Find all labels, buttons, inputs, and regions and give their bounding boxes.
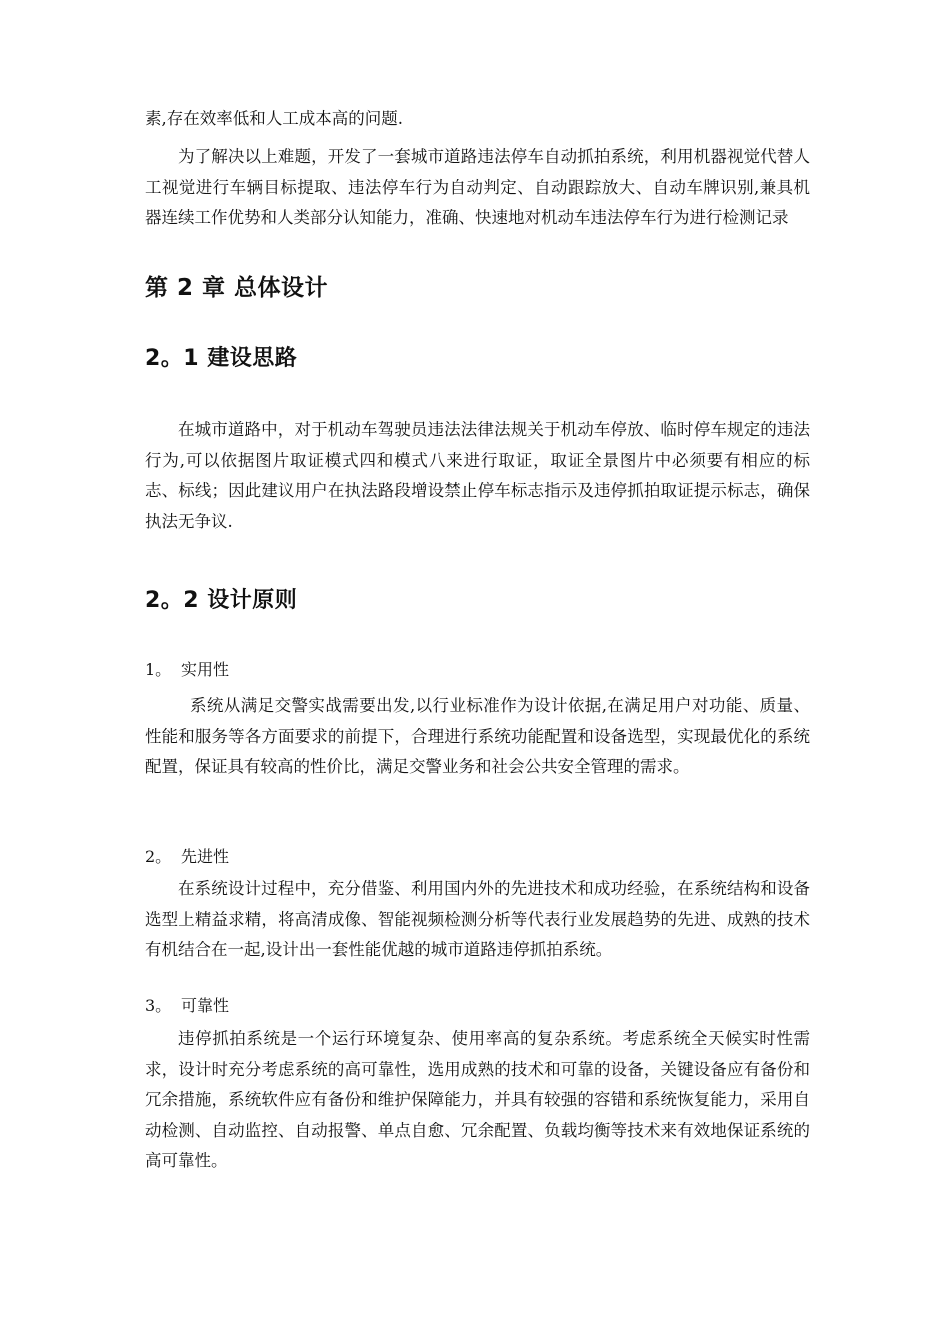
list-number: 2。 [145,847,172,866]
section-title-construction-approach: 2。1 建设思路 [145,346,298,371]
list-label: 先进性 [181,847,230,866]
principle-heading-reliability [145,993,229,1019]
construction-approach-paragraph: 在城市道路中，对于机动车驾驶员违法法律法规关于机动车停放、临时停车规定的违法行为,可以依据图片取证模式四和模式八来进行取证，取证全景图片中必须要有相应的标志、标线；因此建议用户在执法路段增设禁止停车标志指示及违停抓拍取证提示标志，确保执法无争议. [145,420,810,531]
list-number: 3。 [145,996,172,1015]
list-label: 实用性 [181,660,230,679]
intro-paragraph-continued: 素,存在效率低和人工成本高的问题. [145,109,403,128]
principle-heading-advancement [145,844,229,870]
list-label: 可靠性 [181,996,230,1015]
section-title-design-principles: 2。2 设计原则 [145,588,298,613]
principle-body-practicality: 系统从满足交警实战需要出发,以行业标准作为设计依据,在满足用户对功能、质量、性能和服务等各方面要求的前提下，合理进行系统功能配置和设备选型，实现最优化的系统配置，保证具有较高的性价比，满足交警业务和社会公共安全管理的需求。 [145,696,810,776]
chapter-title: 第 2 章 总体设计 [145,275,329,301]
intro-paragraph: 为了解决以上难题，开发了一套城市道路违法停车自动抓拍系统，利用机器视觉代替人工视觉进行车辆目标提取、违法停车行为自动判定、自动跟踪放大、自动车牌识别,兼具机器连续工作优势和人类部分认知能力，准确、快速地对机动车违法停车行为进行检测记录 [145,147,810,227]
principle-body-reliability: 违停抓拍系统是一个运行环境复杂、使用率高的复杂系统。考虑系统全天候实时性需求，设计时充分考虑系统的高可靠性，选用成熟的技术和可靠的设备，关键设备应有备份和冗余措施，系统软件应有备份和维护保障能力，并具有较强的容错和系统恢复能力，采用自动检测、自动监控、自动报警、单点自愈、冗余配置、负载均衡等技术来有效地保证系统的高可靠性。 [145,1029,810,1170]
principle-body-advancement: 在系统设计过程中，充分借鉴、利用国内外的先进技术和成功经验，在系统结构和设备选型上精益求精，将高清成像、智能视频检测分析等代表行业发展趋势的先进、成熟的技术有机结合在一起,设计出一套性能优越的城市道路违停抓拍系统。 [145,879,810,959]
principle-heading-practicality [145,657,229,683]
list-number: 1。 [145,660,172,679]
